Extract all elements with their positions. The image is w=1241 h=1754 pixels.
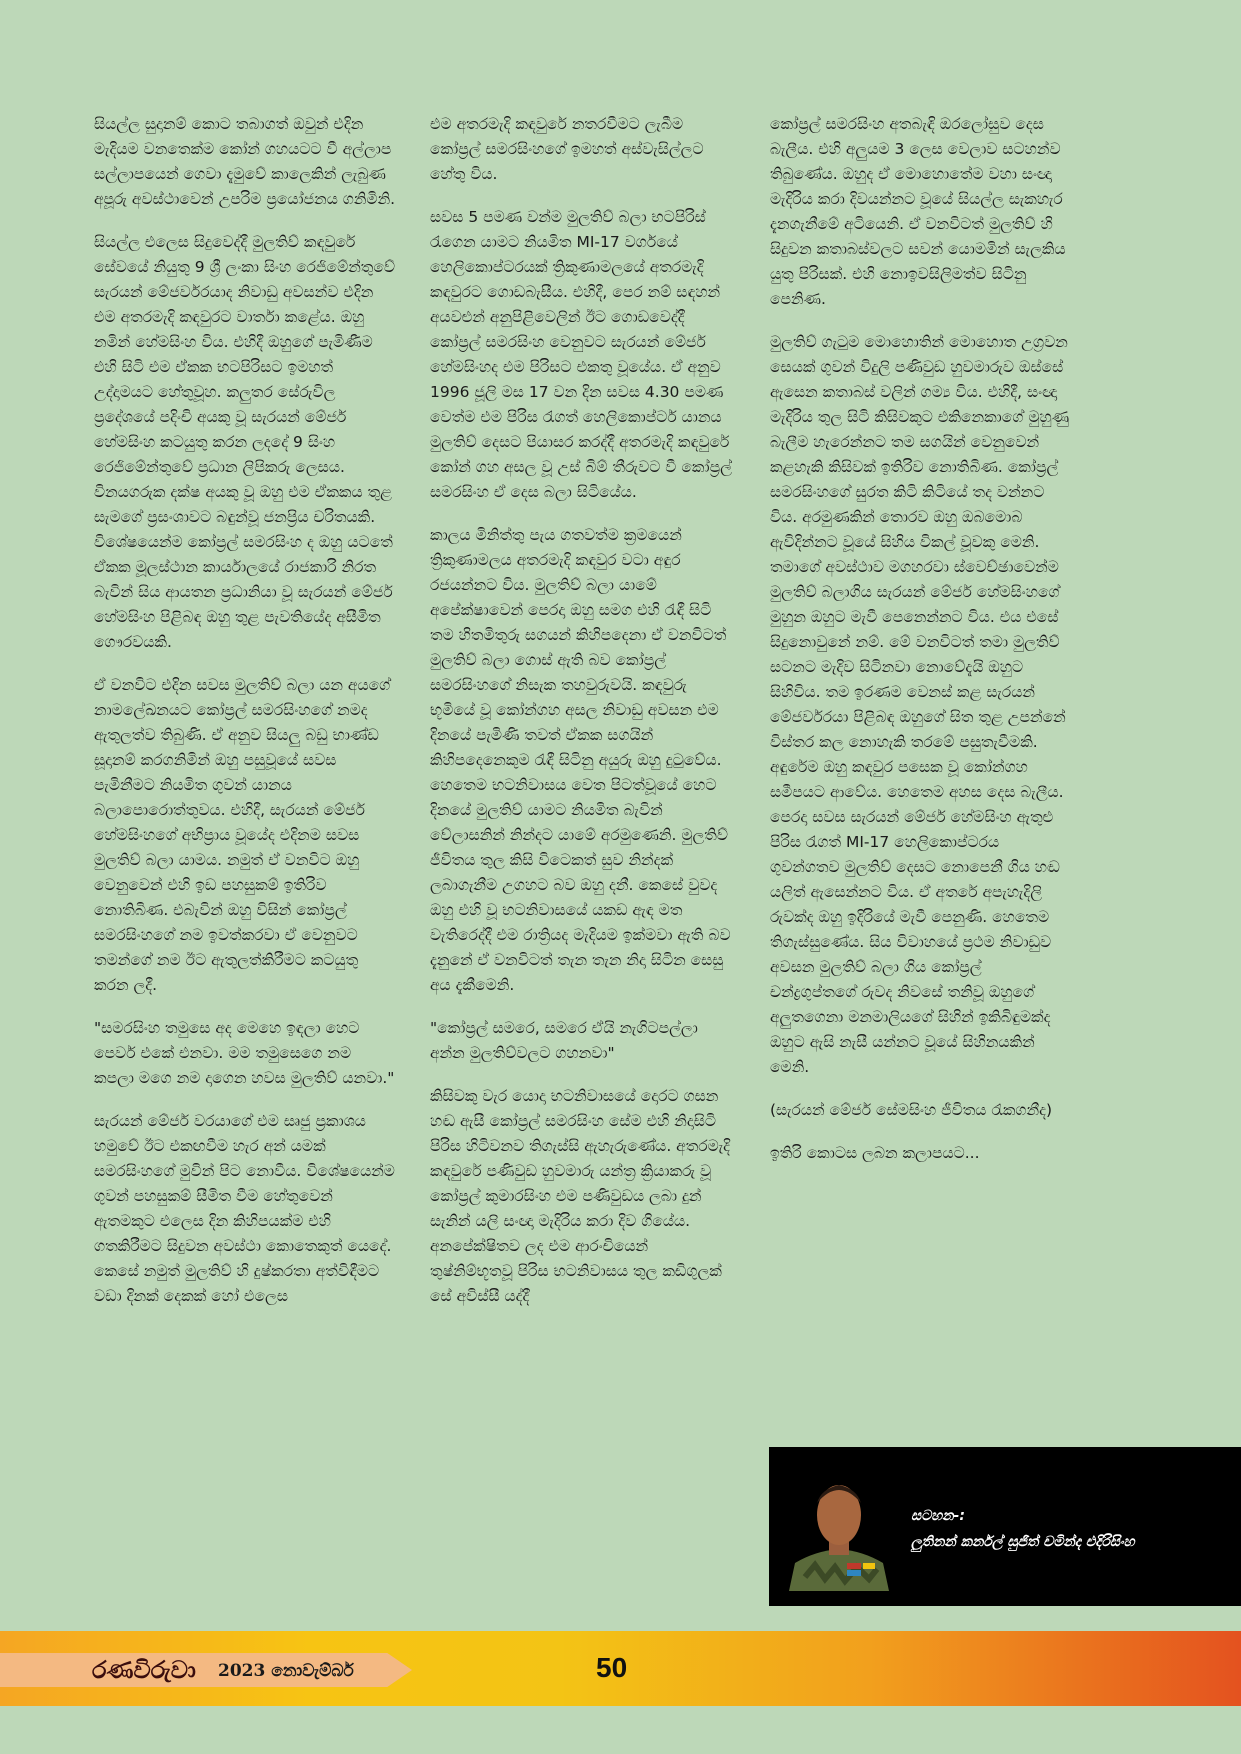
issue-date: 2023 නොවැම්බර් (218, 1661, 354, 1681)
column-1 (94, 112, 396, 1327)
paragraph: කෝප්‍රල් සමරසිංහ අතබැඳි ඔරලෝසුව දෙස බැලීය. එහි අලුයම 3 ලෙස වෙලාව සටහන්ව තිබුණේය. ඔහුද ඒ මොහොතේම වහා සංඥා මැදිරිය කරා දිවයන්නට වූයේ සියල්ල සැකහැර දැනගැනීමේ අටියෙනි. ඒ වනවිටත් මුලතිව් හි සිදුවන කතාබස්වලට සවන් යොමමින් සැලකිය යුතු පිරිසක්. එහි නොඉවසිලිමත්ව සිටිනු පෙනිණ. (770, 115, 1066, 308)
magazine-logo: රණවිරුවා (92, 1655, 196, 1684)
column-3 (770, 112, 1072, 1184)
paragraph: ඒ වනවිට එදින සවස මුලතිව් බලා යන අයගේ නාමලේඛනයට කෝප්‍රල් සමරසිංහගේ නමද ඇතුලත්ව තිබුණි. ඒ අනුව සියලු බඩු භාණ්ඩ සූදානම් කරගනිමින් ඔහු පසුවූයේ සවස පැමිනීමට නියමිත ගුවන් යානය බලාපොරොත්තුවය. එහිදී, සැරයන් මේජර් හේමසිංහගේ අභිප්‍රාය වූයේද එදිනම සවස මුලතිව් බලා යාමය. නමුත් ඒ වනවිට ඔහු වෙනුවෙන් එහි ඉඩ පහසුකම් ඉතිරිව නොතිබිණ. එබැවින් ඔහු විසින් කෝප්‍රල් සමරසිංහගේ නම ඉවත්කරවා ඒ වෙනුවට තමන්ගේ නම ඊට ඇතුලත්කිරීමට කටයුතු කරන ලදී. (94, 676, 391, 994)
paragraph: කාලය මිනිත්තු පැය ගතවත්ම ක්‍රමයෙන් ත්‍රිකුණාමලය අතරමැදි කඳවුර වටා අඳුර රජයන්නට විය. මුලතිව් බලා යාමේ අපේක්ෂාවෙන් පෙරදා ඔහු සමග එහි රැඳී සිටි තම හිතමිතුරු සගයන් කිහිපදෙනා ඒ වනවිටත් මුලතිව් බලා ගොස් ඇති බව කෝප්‍රල් සමරසිංහගේ නිසැක තහවුරුවයි. කඳවුරු භූමියේ වූ කෝන්ගහ අසල නිවාඩු අවසන එම දිනයේ පැමිණි තවත් ඒකක සගයින් කිහිපදෙනෙකුම රැඳී සිටිනු අයුරු ඔහු දුටුවේය. හෙතෙම භටනිවාසය වෙත පිටත්වූයේ හෙට දිනයේ මුලතිව් යාමට නියමිත බැවින් වේලාසනින් නින්දට යාමේ අරමුණෙනි. මුලතිව් ජීවිතය තුල කිසි විටෙකත් සුව නින්දක් ලබාගැනීම උගහට බව ඔහු දනී. කෙසේ වුවද ඔහු එහි වූ භටනිවාසයේ යකඩ ඇඳ මත වැතිරෙද්දී එම රාත්‍රියද මැදියම ඉක්මවා ඇති බව දැනුනේ ඒ වනවිටත් තැන තැන නිදා සිටින සෙසු අය දැකීමෙනි. (430, 526, 731, 994)
quote-paragraph: "සමරසිංහ තමුසෙ අද මෙහෙ ඉඳලා හෙට පෙවර් එකේ එනවා. මම තමුසෙගෙ නම කපලා මගෙ නම දාගෙන හවස මුලතිව් යනවා." (94, 1019, 395, 1087)
author-name: ලුතිනන් කර්නල් සුජිත් චමින්ද එදිරිසිංහ (911, 1534, 1135, 1550)
author-credit (911, 1503, 1135, 1555)
author-portrait (785, 1467, 893, 1591)
paragraph: සවස 5 පමණ වන්ම මුලතිව් බලා භටපිරිස් රැගෙන යාමට නියමිත MI-17 වර්ගයේ හෙලිකොප්ටරයක් ත්‍රිකුණාමලයේ අතරමැදි කඳවුරට ගොඩබැසීය. එහිදී, පෙර නම් සඳහන් අයවළුන් අනුපිළිවෙලින් ඊට ගොඩවෙද්දී කෝප්‍රල් සමරසිංහ වෙනුවට සැරයන් මේජර් හේමසිංහද එම පිරිසට එකතු වූයේය. ඒ අනුව 1996 ජූලි මස 17 වන දින සවස 4.30 පමණ වෙත්ම එම පිරිස රැගත් හෙලිකොප්ටර් යානය මුලතිව් දෙසට පියාසර කරද්දී අතරමැදි කඳවුරේ කෝන් ගහ අසල වූ උස් බිම් තීරුවට වී කෝප්‍රල් සමරසිංහ ඒ දෙස බලා සිටියේය. (430, 208, 732, 501)
to-be-continued-note: (සැරයන් මේජර් සේමසිංහ ජීවිතය රැකගනීද) (770, 1101, 1053, 1119)
author-box (769, 1447, 1241, 1606)
next-issue-note: ඉතිරි කොටස ලබන කලාපයට... (770, 1144, 980, 1162)
paragraph: කිසිවකු වැර යොදා භටනිවාසයේ දොරට ගසන හඬ ඇසී කෝප්‍රල් සමරසිංහ සේම එහි නිදාසිටි පිරිස හිටිවනව තිගැස්සි ඇහැරුණේය. අතරමැදි කඳවුරේ පණිවුඩ හුවමාරු යන්ත්‍ර ක්‍රියාකරු වූ කෝප්‍රල් කුමාරසිංහ එම පණිවුඩය ලබා දුන් සැනින් යලි සංඥා මැදිරිය කරා දිව ගියේය. අනපේක්ෂිතව ලද එම ආරංචියෙන් තුෂ්නිම්භූතවූ පිරිස භටනිවාසය තුල කඩිගුලක් සේ අවිස්සී යද්දී (430, 1087, 731, 1305)
paragraph: සැරයන් මේජර් වරයාගේ එම සෘජු ප්‍රකාශය හමුවේ ඊට එකඟවීම හැර අන් යමක් සමරසිංහගේ මුවින් පිට නොවීය. විශේෂයෙන්ම ගුවන් පහසුකම් සීමිත වීම හේතුවෙන් ඇතමකුට එලෙස දින කිහිපයක්ම එහි ගතකිරීමට සිදුවන අවස්ථා කොතෙකුත් යෙදේ. කෙසේ නමුත් මුලතිව් හි දුෂ්කරතා අත්විඳීමට වඩා දිනක් දෙකක් හෝ එලෙස (94, 1112, 395, 1305)
paragraph: එම අතරමැදි කඳවුරේ නතරවීමට ලැබීම කෝප්‍රල් සමරසිංහගේ ඉමහත් අස්වැසිල්ලට හේතු විය. (430, 115, 704, 183)
paragraph: සියල්ල සුදානම් කොට තබාගත් ඔවුන් එදින මැදියම වනතෙක්ම කෝන් ගහයටට වී අල්ලාප සල්ලාපයෙන් ගෙවා දැමුවේ කාලෙකින් ලැබුණ අපූරු අවස්ථාවෙන් උපරිම ප්‍රයෝජනය ගනිමිනි. (94, 115, 396, 208)
author-label: සටහන-: (911, 1508, 965, 1524)
paragraph: මුලතිව් ගැටුම මොහොතින් මොහොත උග්‍රවන සෙයක් ගුවන් විදුලි පණිවුඩ හුවමාරුව ඔස්සේ ඇසෙන කතාබස් වලින් ගම්‍ය විය. එහිදී, සංඥා මැදිරිය තුල සිටි කිසිවකුට එකිනෙකාගේ මුහුණු බැලීම හැරෙන්නට තම සගයින් වෙනුවෙන් කළහැකි කිසිවක් ඉතිරිව නොතිබිණ. කෝප්‍රල් සමරසිංහගේ සුරත කිටි කිටියේ තද වන්නට විය. අරමුණකින් තොරව ඔහු ඔබමොබ ඇවිදින්නට වූයේ සිහිය විකල් වූවකු මෙනි. තමාගේ අවස්ථාව මගහරවා ස්වෙච්ඡාවෙන්ම මුලතිව් බලාගිය සැරයන් මේජර් හේමසිංහගේ මුහුන ඔහුට මැවී පෙනෙන්නට විය. එය එසේ සිදුනොවුනේ නම්. මේ වනවිටත් තමා මුලතිව් සටනට මැදිව සිටිනවා නොවේදැයි ඔහුට සිහිවිය. තම ඉරණම වෙනස් කළ සැරයන් මේජර්වරයා පිළිබඳ ඔහුගේ සිත තුළ උපන්නේ විස්තර කල නොහැකි තරමේ පසුතැවීමකි. අඳුරේම ඔහු කඳවුර පසෙක වූ කෝන්ගහ සමීපයට ආවේය. හෙතෙම අහස දෙස බැලීය. පෙරදා සවස සැරයන් මේජර් හේමසිංහ ඇතුළු පිරිස රැගත් MI-17 හෙලිකොප්ටරය ගුවන්ගතව මුලතිව් දෙසට නොපෙනී ගිය හඬ යලිත් ඇසෙන්නට විය. ඒ අතරේ අපැහැදිලි රුවක්ද ඔහු ඉදිරියේ මැවී පෙනුණි. හෙතෙම තිගැස්සුණේය. සිය විවාහයේ ප්‍රථම නිවාඩුව අවසන මුලතිව් බලා ගිය කෝප්‍රල් චන්ද්‍රගුප්තගේ රුවද නිවසේ තනිවූ ඔහුගේ අලුතගෙනා මනමාලියගේ සිහින් ඉකිබිඳුමක්ද ඔහුට ඇසි නැසී යන්නට වූයේ සිහිනයකින් මෙනි. (770, 333, 1070, 1076)
column-2 (430, 112, 732, 1327)
quote-paragraph: "කෝප්‍රල් සමරෙ, සමරෙ ඒයි නැගිටපල්ලා අන්න මුලතිව්වලට ගහනවා" (430, 1019, 698, 1062)
paragraph: සියල්ල එලෙස සිදුවෙද්දී මුලතිව් කඳවුරේ සේවයේ නියුතු 9 ශ්‍රී ලංකා සිංහ රෙජිමේන්තුවේ සැරයන් මේජර්වරයාද නිවාඩු අවසන්ව එදින එම අතරමැදි කඳවුරට වාර්තා කළේය. ඔහු නමින් හේමසිංහ විය. එහිදී ඔහුගේ පැමිණීම එහි සිටි එම ඒකක භටපිරිසට ඉමහත් උද්දාමයට හේතුවූහ. කලුතර සේරුවිල ප්‍රදේශයේ පදිංචි අයකු වූ සැරයන් මේජර් හේමසිංහ කටයුතු කරන ලදදේ 9 සිංහ රෙජිමේන්තුවේ ප්‍රධාන ලිපිකරු ලෙසය. විනයගරුක දක්ෂ අයකු වූ ඔහු එම ඒකකය තුළ සැමගේ ප්‍රසංශාවට බඳුන්වූ ජනප්‍රිය චරිතයකි. විශේෂයෙන්ම කෝප්‍රල් සමරසිංහ ද ඔහු යටතේ ඒකක මූලස්ථාන කාර්යාලයේ රාජකාරි නිරත බැවින් සිය ආයතන ප්‍රධානියා වූ සැරයන් මේජර් හේමසිංහ පිළිබඳ ඔහු තුළ පැවතියේද අසීමිත ගෞරවයකි. (94, 233, 396, 651)
page-number: 50 (596, 1652, 628, 1683)
footer-bar (0, 1631, 1241, 1706)
